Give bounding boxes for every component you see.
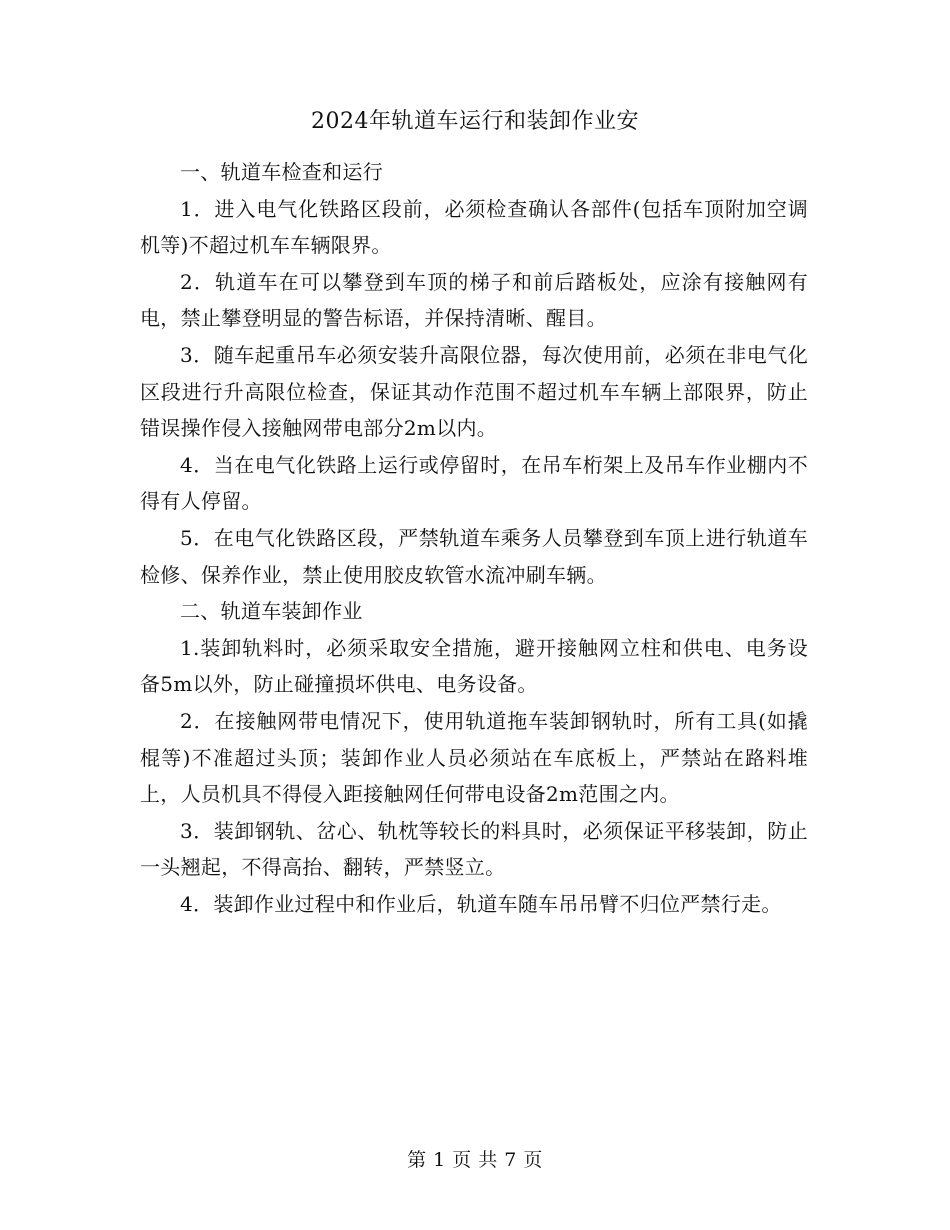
section-heading-2: 二、轨道车装卸作业 <box>180 599 363 624</box>
paragraph: 2．轨道车在可以攀登到车顶的梯子和前后踏板处，应涂有接触网有电，禁止攀登明显的警告标语，并保持清晰、醒目。 <box>140 269 808 331</box>
paragraph: 4．当在电气化铁路上运行或停留时，在吊车桁架上及吊车作业棚内不得有人停留。 <box>140 452 808 514</box>
paragraph: 3．装卸钢轨、岔心、轨枕等较长的料具时，必须保证平移装卸，防止一头翘起，不得高抬、翻转，严禁竖立。 <box>140 818 808 880</box>
paragraph: 4．装卸作业过程中和作业后，轨道车随车吊吊臂不归位严禁行走。 <box>180 891 782 916</box>
document-title: 2024年轨道车运行和装卸作业安 <box>311 109 639 134</box>
paragraph: 3．随车起重吊车必须安装升高限位器，每次使用前，必须在非电气化区段进行升高限位检查，保证其动作范围不超过机车车辆上部限界，防止错误操作侵入接触网带电部分2m以内。 <box>140 342 808 441</box>
page-footer: 第 1 页 共 7 页 <box>407 1149 543 1171</box>
paragraph: 1.装卸轨料时，必须采取安全措施，避开接触网立柱和供电、电务设备5m以外，防止碰撞损坏供电、电务设备。 <box>140 635 808 697</box>
paragraph: 5．在电气化铁路区段，严禁轨道车乘务人员攀登到车顶上进行轨道车检修、保养作业，禁止使用胶皮软管水流冲刷车辆。 <box>140 525 808 587</box>
document-body <box>140 154 808 922</box>
paragraph: 1．进入电气化铁路区段前，必须检查确认各部件(包括车顶附加空调机等)不超过机车车辆限界。 <box>140 196 808 258</box>
paragraph: 2．在接触网带电情况下，使用轨道拖车装卸钢轨时，所有工具(如撬棍等)不准超过头顶；装卸作业人员必须站在车底板上，严禁站在路料堆上，人员机具不得侵入距接触网任何带电设备2m范围之内。 <box>140 708 808 807</box>
section-heading-1: 一、轨道车检查和运行 <box>180 160 383 184</box>
